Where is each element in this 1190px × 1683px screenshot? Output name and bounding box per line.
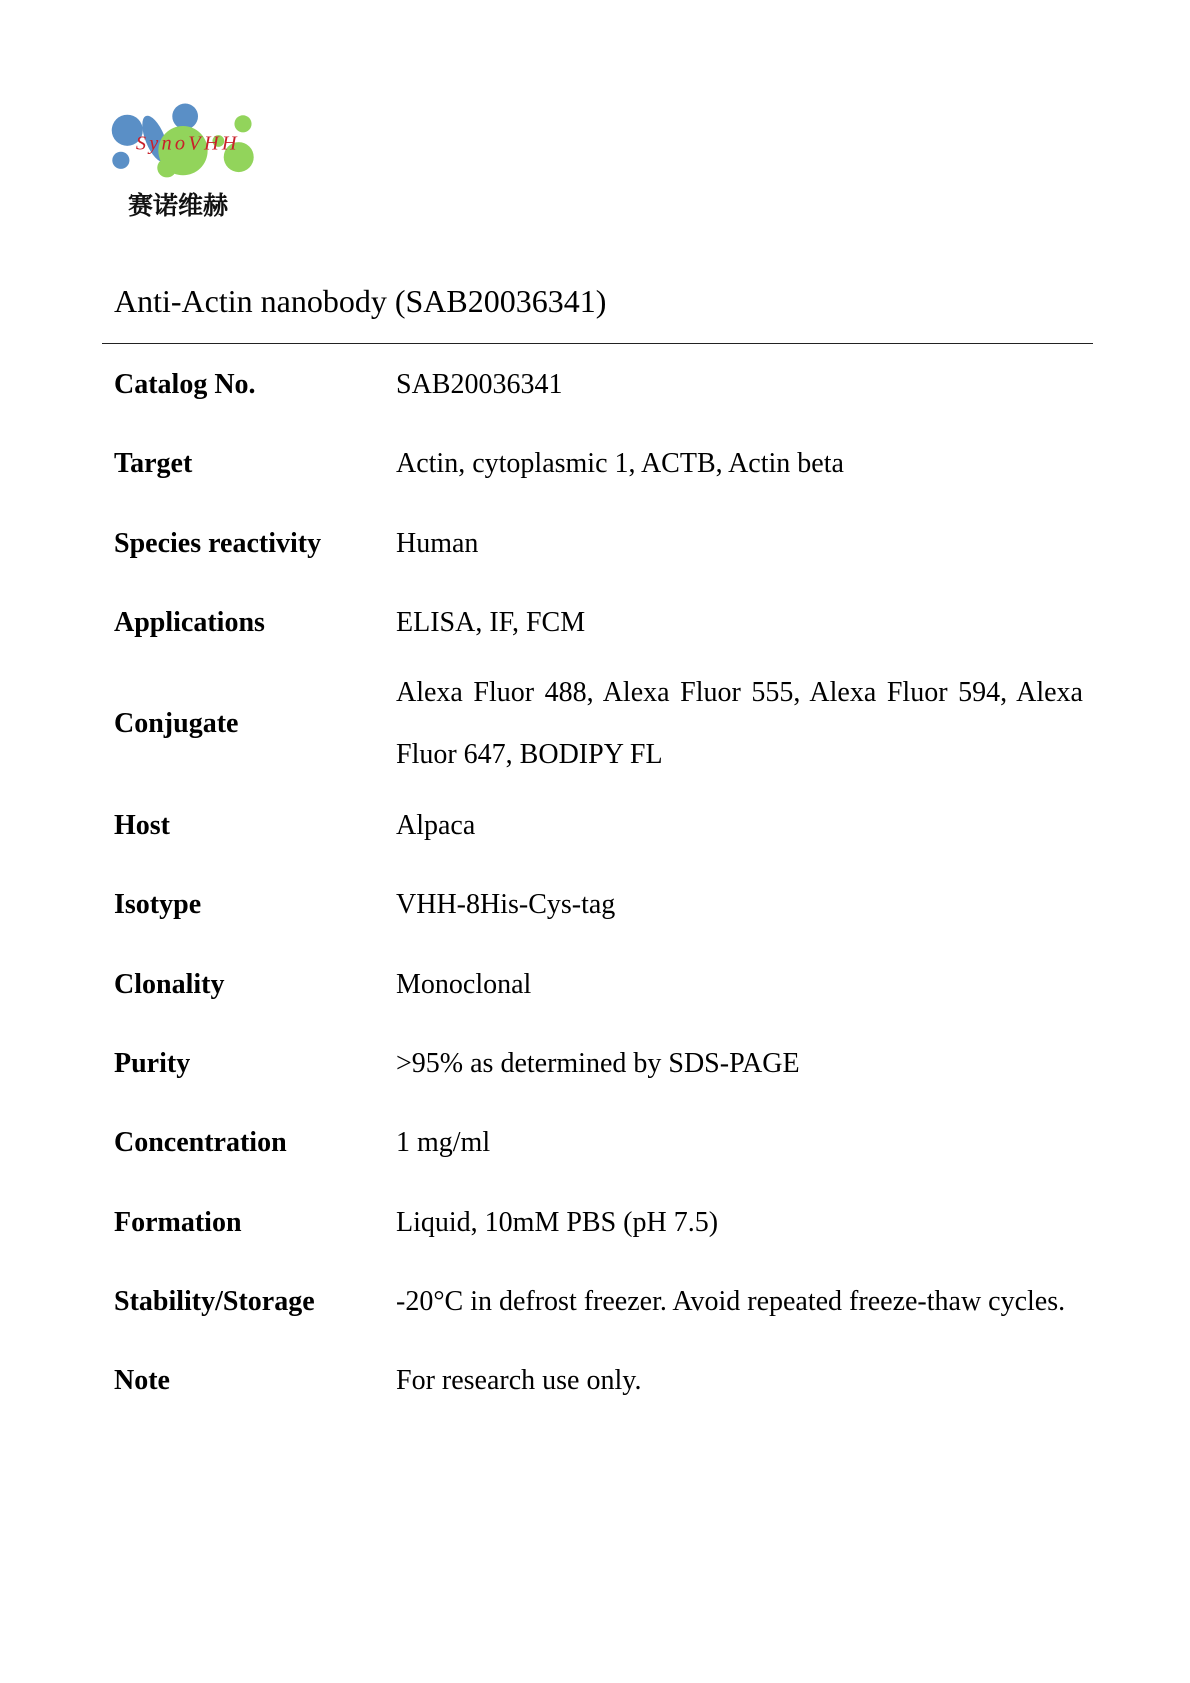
spec-value: Liquid, 10mM PBS (pH 7.5) <box>396 1206 719 1238</box>
spec-table <box>0 345 1190 1421</box>
spec-value: SAB20036341 <box>396 368 563 400</box>
spec-row-applications <box>0 583 1190 662</box>
logo-brand-text: SynoVHH <box>135 132 237 155</box>
spec-row-note <box>0 1342 1190 1421</box>
logo-blue-dot-top <box>172 104 198 130</box>
spec-label: Isotype <box>114 889 202 921</box>
logo-blue-dot-small <box>112 152 129 169</box>
spec-value: VHH-8His-Cys-tag <box>396 889 616 921</box>
spec-label: Species reactivity <box>114 527 322 559</box>
spec-value: ELISA, IF, FCM <box>396 606 586 638</box>
spec-row-species-reactivity <box>0 504 1190 583</box>
spec-label: Concentration <box>114 1127 287 1159</box>
logo-chinese-name: 赛诺维赫 <box>128 191 229 220</box>
spec-label: Stability/Storage <box>114 1285 315 1317</box>
spec-row-catalog-no <box>0 345 1190 424</box>
spec-row-target <box>0 425 1190 504</box>
spec-label: Host <box>114 810 170 842</box>
spec-row-clonality <box>0 945 1190 1024</box>
spec-label: Clonality <box>114 968 225 1000</box>
spec-label: Applications <box>114 606 265 638</box>
spec-value: 1 mg/ml <box>396 1127 491 1159</box>
spec-value: Alexa Fluor 488, Alexa Fluor 555, Alexa Fluor 594, Alexa Fluor 647, BODIPY FL <box>396 677 1083 771</box>
spec-row-conjugate <box>0 662 1190 786</box>
spec-row-purity <box>0 1024 1190 1103</box>
spec-row-stability-storage <box>0 1262 1190 1341</box>
page-title: Anti-Actin nanobody (SAB20036341) <box>114 283 607 319</box>
spec-value: For research use only. <box>396 1365 642 1397</box>
spec-value: -20°C in defrost freezer. Avoid repeated freeze-thaw cycles. <box>396 1285 1066 1317</box>
spec-label: Formation <box>114 1206 242 1238</box>
spec-label: Purity <box>114 1048 191 1080</box>
spec-value: Actin, cytoplasmic 1, ACTB, Actin beta <box>396 448 844 480</box>
title-divider <box>102 343 1093 344</box>
spec-value: Human <box>396 527 479 559</box>
spec-label: Target <box>114 448 193 480</box>
spec-label: Conjugate <box>114 708 239 740</box>
company-logo <box>108 100 258 182</box>
spec-row-isotype <box>0 866 1190 945</box>
spec-label: Note <box>114 1365 170 1397</box>
logo-green-dot-top-right <box>234 115 251 132</box>
logo-green-dot-bottom <box>157 158 176 177</box>
spec-label: Catalog No. <box>114 368 256 400</box>
spec-row-concentration <box>0 1104 1190 1183</box>
spec-row-formation <box>0 1183 1190 1262</box>
spec-value: >95% as determined by SDS-PAGE <box>396 1048 800 1080</box>
spec-value: Monoclonal <box>396 968 532 1000</box>
spec-value: Alpaca <box>396 810 476 842</box>
spec-row-host <box>0 786 1190 865</box>
